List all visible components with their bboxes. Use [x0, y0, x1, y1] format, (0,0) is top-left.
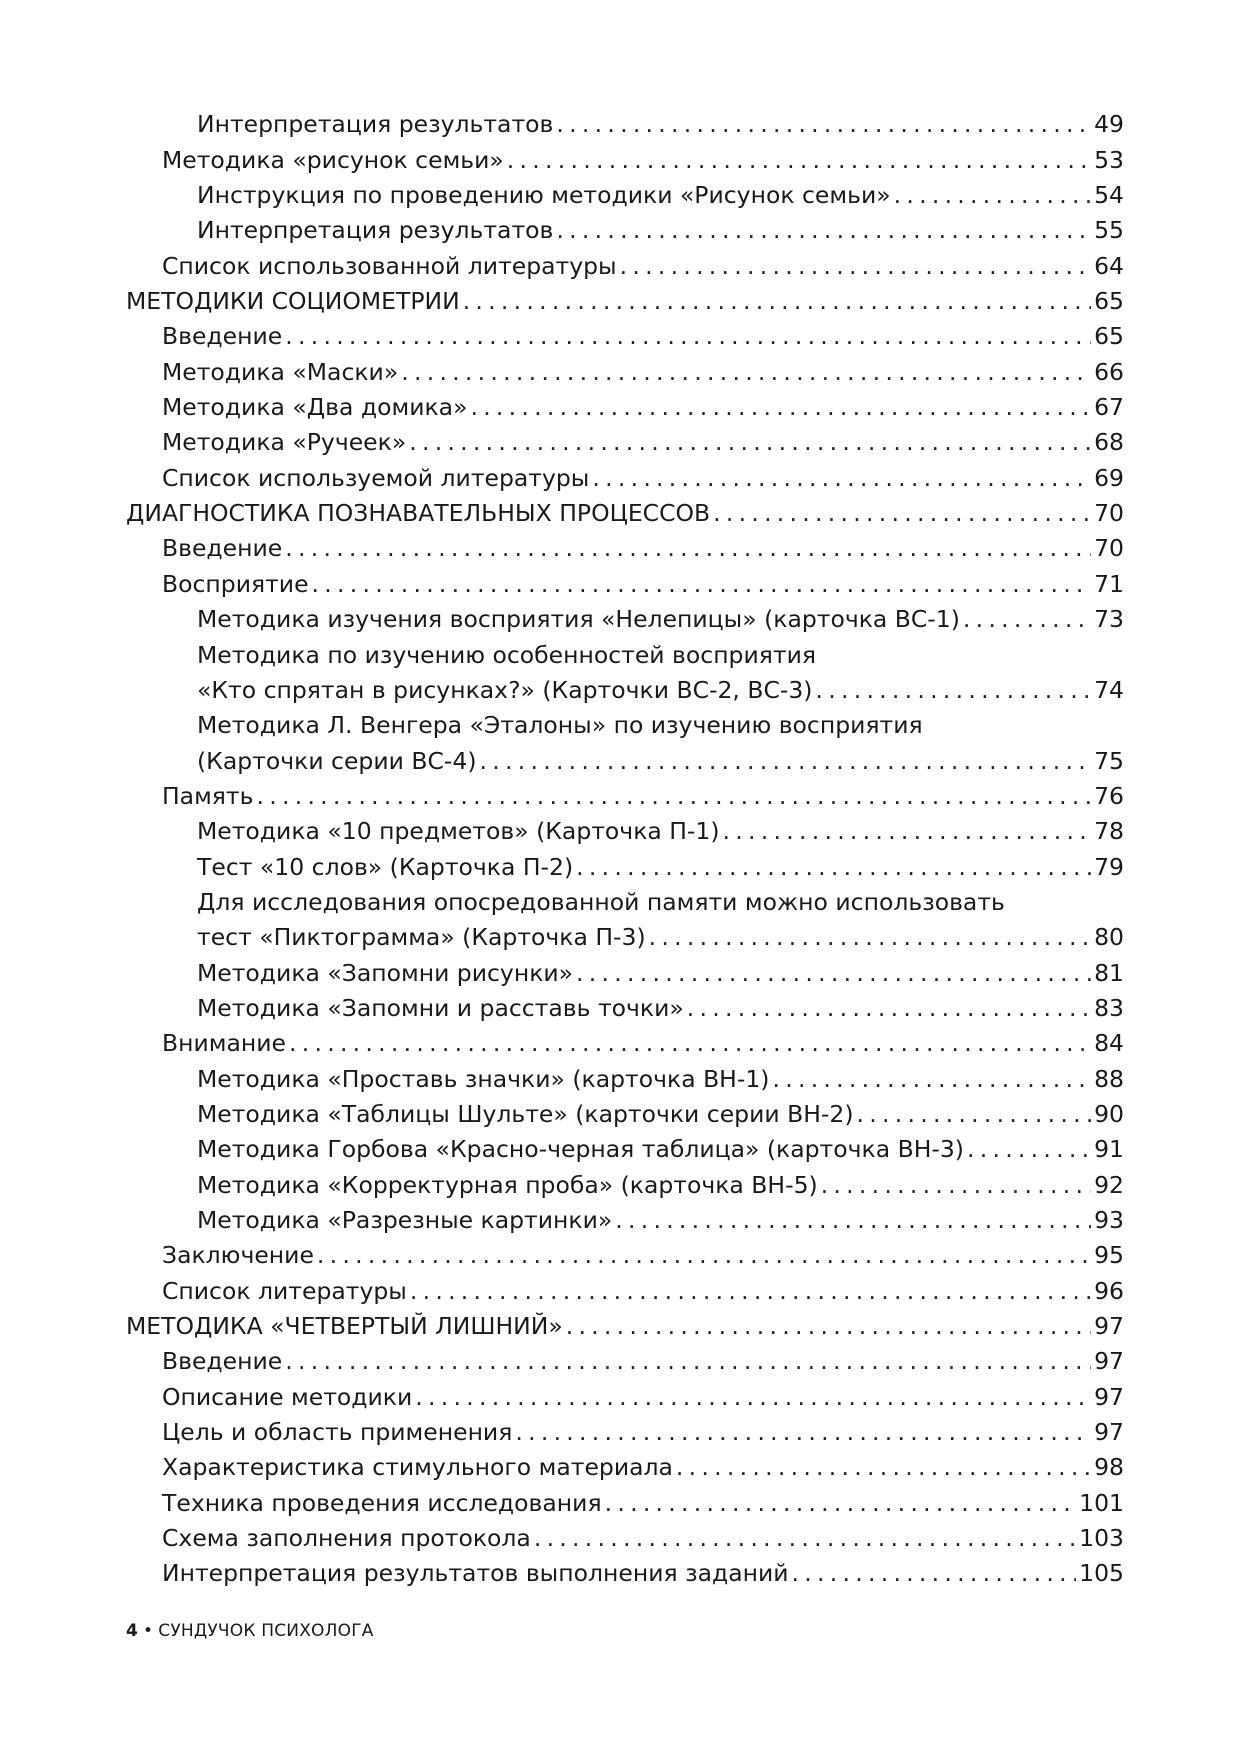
dot-leader [480, 746, 1092, 776]
toc-entry-page: 96 [1091, 1276, 1124, 1306]
toc-entry-title: Инструкция по проведению методики «Рисунок семьи» [197, 180, 894, 210]
toc-entry-page: 69 [1091, 463, 1124, 493]
toc-entry-title: Список используемой литературы [162, 463, 592, 493]
toc-entry-title: Введение [162, 321, 285, 351]
toc-entry-page: 92 [1091, 1170, 1124, 1200]
toc-entry-title: Методика изучения восприятия «Нелепицы» (карточка ВС-1) [197, 604, 963, 634]
toc-entry-title: Методика «Маски» [162, 357, 401, 387]
toc-entry-page: 97 [1091, 1311, 1124, 1341]
dot-leader [967, 1134, 1091, 1164]
toc-entry-title: Внимание [162, 1028, 289, 1058]
toc-entry[interactable] [126, 1412, 1124, 1447]
toc-entry-page: 65 [1091, 286, 1124, 316]
dot-leader [410, 1276, 1091, 1306]
dot-leader [713, 498, 1091, 528]
dot-leader [317, 1240, 1091, 1270]
toc-entry-page: 68 [1091, 427, 1124, 457]
toc-entry[interactable] [126, 387, 1124, 422]
toc-entry-title: Методика «Проставь значки» (карточка ВН-1) [197, 1064, 772, 1094]
dot-leader [687, 993, 1091, 1023]
toc-entry-page: 105 [1076, 1558, 1124, 1588]
dot-leader [312, 569, 1092, 599]
toc-entry-page: 74 [1091, 675, 1124, 705]
toc-entry-page: 65 [1091, 321, 1124, 351]
toc-entry-title: Методика «10 предметов» (Карточка П-1) [197, 816, 723, 846]
toc-entry-page: 84 [1091, 1028, 1124, 1058]
toc-entry[interactable] [126, 670, 1124, 705]
dot-leader [615, 1205, 1091, 1235]
toc-entry-page: 54 [1091, 180, 1124, 210]
toc-entry-title: Список использованной литературы [162, 251, 620, 281]
toc-entry-page: 70 [1091, 498, 1124, 528]
toc-entry[interactable] [126, 1553, 1124, 1588]
toc-entry-page: 78 [1091, 816, 1124, 846]
toc-entry-page: 91 [1091, 1134, 1124, 1164]
toc-entry-page: 80 [1091, 922, 1124, 952]
toc-section[interactable] [126, 281, 1124, 316]
toc-entry-title: Характеристика стимульного материала [162, 1452, 676, 1482]
dot-leader [285, 1346, 1091, 1376]
toc-entry[interactable] [126, 1200, 1124, 1235]
toc-entry[interactable] [126, 563, 1124, 598]
toc-entry[interactable] [126, 1518, 1124, 1553]
toc-entry-title: Интерпретация результатов выполнения заданий [162, 1558, 792, 1588]
toc-entry-title: Для исследования опосредованной памяти можно использовать [197, 887, 1005, 916]
toc-section-title: МЕТОДИКИ СОЦИОМЕТРИИ [126, 286, 463, 316]
toc-entry-title: Память [162, 781, 256, 811]
toc-entry-continuation[interactable] [126, 882, 1124, 917]
toc-entry[interactable] [126, 1129, 1124, 1164]
toc-entry-continuation[interactable] [126, 705, 1124, 740]
book-title: СУНДУЧОК ПСИХОЛОГА [158, 1621, 374, 1641]
toc-entry-page: 55 [1091, 215, 1124, 245]
toc-entry-page: 53 [1091, 145, 1124, 175]
toc-entry-page: 88 [1091, 1064, 1124, 1094]
toc-entry-title: Методика Горбова «Красно-черная таблица» (карточка ВН-3) [197, 1134, 967, 1164]
toc-entry[interactable] [126, 528, 1124, 563]
page-footer [126, 1621, 374, 1641]
toc-entry-title: Список литературы [162, 1276, 410, 1306]
toc-entry-page: 79 [1091, 852, 1124, 882]
toc-entry-title: Введение [162, 533, 285, 563]
dot-leader [894, 180, 1091, 210]
dot-leader [676, 1452, 1091, 1482]
dot-leader [556, 109, 1091, 139]
footer-bullet: • [143, 1621, 154, 1641]
toc-entry[interactable] [126, 811, 1124, 846]
toc-entry-title: Методика по изучению особенностей восприятия [197, 640, 816, 669]
dot-leader [409, 427, 1091, 457]
toc-entry-page: 81 [1091, 958, 1124, 988]
toc-entry-title: Цель и область применения [162, 1417, 515, 1447]
toc-entry[interactable] [126, 1482, 1124, 1517]
toc-entry-page: 73 [1091, 604, 1124, 634]
dot-leader [507, 145, 1091, 175]
toc-entry-page: 97 [1091, 1346, 1124, 1376]
toc-entry-title: Методика «Запомни рисунки» [197, 958, 576, 988]
toc-entry-page: 93 [1091, 1205, 1124, 1235]
toc-entry[interactable] [126, 104, 1124, 139]
toc-entry-page: 66 [1091, 357, 1124, 387]
toc-entry-title: Методика «Таблицы Шульте» (карточки серии ВН-2) [197, 1099, 857, 1129]
dot-leader [857, 1099, 1092, 1129]
toc-entry[interactable] [126, 1341, 1124, 1376]
dot-leader [401, 357, 1091, 387]
dot-leader [289, 1028, 1091, 1058]
toc-section-title: ДИАГНОСТИКА ПОЗНАВАТЕЛЬНЫХ ПРОЦЕССОВ [126, 498, 713, 528]
toc-entry-title: Методика «рисунок семьи» [162, 145, 507, 175]
dot-leader [556, 215, 1091, 245]
dot-leader [470, 392, 1091, 422]
toc-entry-title: Схема заполнения протокола [162, 1523, 534, 1553]
dot-leader [815, 675, 1091, 705]
toc-entry[interactable] [126, 1235, 1124, 1270]
toc-entry-page: 70 [1091, 533, 1124, 563]
dot-leader [256, 781, 1091, 811]
toc-entry[interactable] [126, 776, 1124, 811]
toc-entry-page: 97 [1091, 1417, 1124, 1447]
dot-leader [285, 321, 1091, 351]
dot-leader [821, 1170, 1091, 1200]
toc-entry[interactable] [126, 1447, 1124, 1482]
toc-entry-page: 49 [1091, 109, 1124, 139]
toc-entry-page: 64 [1091, 251, 1124, 281]
dot-leader [463, 286, 1091, 316]
toc-entry-page: 76 [1091, 781, 1124, 811]
toc-entry-title: Методика «Запомни и расставь точки» [197, 993, 687, 1023]
toc-entry[interactable] [126, 599, 1124, 634]
dot-leader [792, 1558, 1077, 1588]
toc-entry[interactable] [126, 1058, 1124, 1093]
toc-entry-page: 97 [1091, 1382, 1124, 1412]
toc-entry-page: 103 [1076, 1523, 1124, 1553]
toc-entry-title: Техника проведения исследования [162, 1488, 605, 1518]
toc-entry-page: 67 [1091, 392, 1124, 422]
dot-leader [576, 958, 1091, 988]
toc-entry[interactable] [126, 917, 1124, 952]
toc-entry[interactable] [126, 316, 1124, 351]
dot-leader [566, 1311, 1091, 1341]
toc-entry[interactable] [126, 846, 1124, 881]
toc-entry-page: 101 [1076, 1488, 1124, 1518]
dot-leader [285, 533, 1091, 563]
toc-entry-page: 90 [1091, 1099, 1124, 1129]
toc-entry-title: Тест «10 слов» (Карточка П-2) [197, 852, 576, 882]
toc-entry-page: 98 [1091, 1452, 1124, 1482]
toc-entry[interactable] [126, 210, 1124, 245]
toc-entry-page: 75 [1091, 746, 1124, 776]
page-number: 4 [126, 1621, 139, 1641]
toc-entry-title: тест «Пиктограмма» (Карточка П-3) [197, 922, 649, 952]
toc-entry[interactable] [126, 740, 1124, 775]
toc-entry-title: Интерпретация результатов [197, 109, 556, 139]
toc-entry[interactable] [126, 422, 1124, 457]
toc-entry-title: Описание методики [162, 1382, 415, 1412]
dot-leader [649, 922, 1091, 952]
toc-entry[interactable] [126, 1164, 1124, 1199]
toc-entry-page: 83 [1091, 993, 1124, 1023]
toc-entry-page: 95 [1091, 1240, 1124, 1270]
dot-leader [576, 852, 1091, 882]
dot-leader [515, 1417, 1091, 1447]
dot-leader [592, 463, 1091, 493]
dot-leader [620, 251, 1091, 281]
dot-leader [415, 1382, 1091, 1412]
toc-entry-title: Введение [162, 1346, 285, 1376]
toc-entry[interactable] [126, 1376, 1124, 1411]
toc-entry[interactable] [126, 139, 1124, 174]
toc-entry[interactable] [126, 245, 1124, 280]
dot-leader [772, 1064, 1091, 1094]
dot-leader [963, 604, 1091, 634]
toc-entry-page: 71 [1091, 569, 1124, 599]
toc-entry[interactable] [126, 457, 1124, 492]
toc-entry-title: Интерпретация результатов [197, 215, 556, 245]
table-of-contents [126, 104, 1124, 1588]
toc-entry[interactable] [126, 1094, 1124, 1129]
toc-entry-continuation[interactable] [126, 634, 1124, 669]
toc-entry-title: Восприятие [162, 569, 312, 599]
toc-entry[interactable] [126, 351, 1124, 386]
toc-entry[interactable] [126, 952, 1124, 987]
toc-entry[interactable] [126, 988, 1124, 1023]
toc-section[interactable] [126, 493, 1124, 528]
toc-entry[interactable] [126, 1023, 1124, 1058]
toc-entry-title: (Карточки серии ВС-4) [197, 746, 480, 776]
dot-leader [723, 816, 1092, 846]
toc-entry-title: Методика «Ручеек» [162, 427, 409, 457]
dot-leader [605, 1488, 1077, 1518]
toc-entry-title: Методика «Два домика» [162, 392, 470, 422]
toc-entry-title: Методика Л. Венгера «Эталоны» по изучению восприятия [197, 711, 923, 740]
dot-leader [534, 1523, 1076, 1553]
toc-entry-title: Заключение [162, 1240, 317, 1270]
toc-entry-title: Методика «Корректурная проба» (карточка ВН-5) [197, 1170, 821, 1200]
toc-section-title: МЕТОДИКА «ЧЕТВЕРТЫЙ ЛИШНИЙ» [126, 1311, 566, 1341]
toc-entry[interactable] [126, 1270, 1124, 1305]
toc-section[interactable] [126, 1306, 1124, 1341]
toc-entry-title: «Кто спрятан в рисунках?» (Карточки ВС-2, ВС-3) [197, 675, 815, 705]
toc-entry[interactable] [126, 175, 1124, 210]
toc-entry-title: Методика «Разрезные картинки» [197, 1205, 615, 1235]
